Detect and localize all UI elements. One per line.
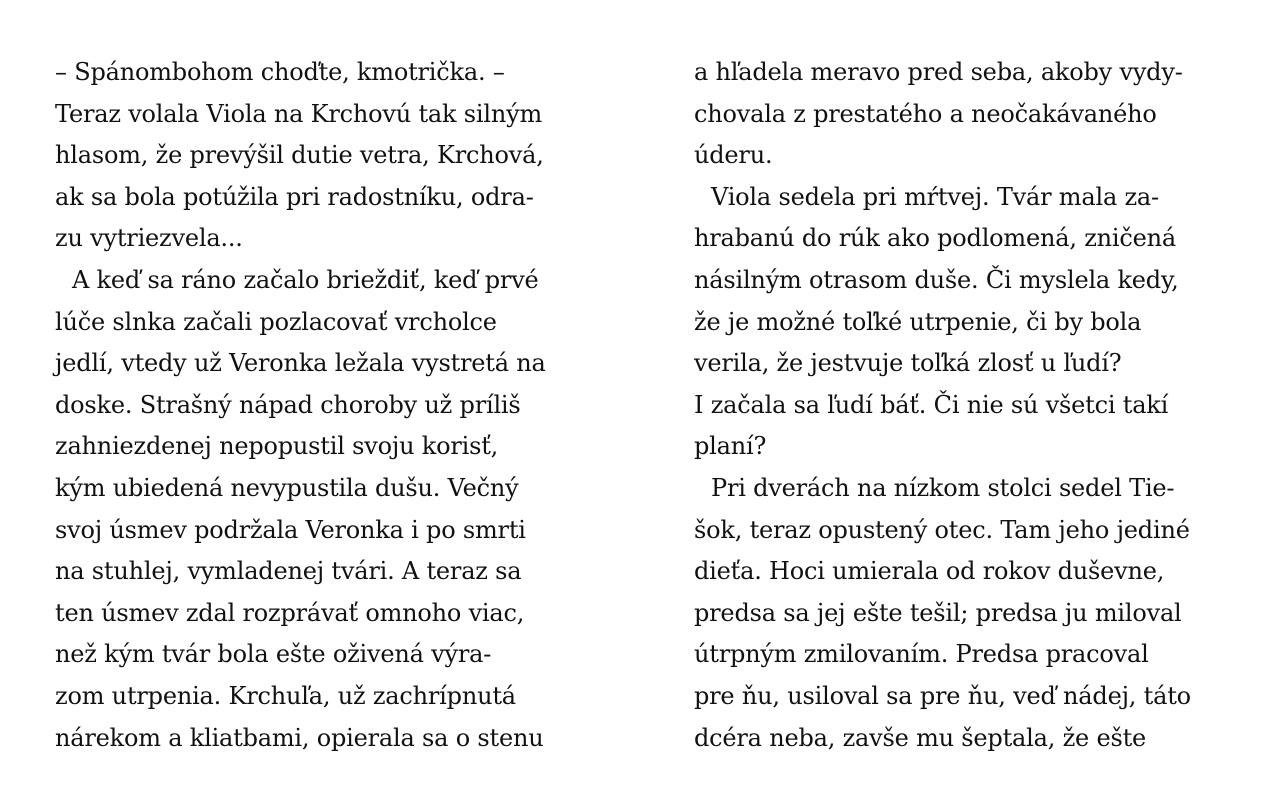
text-line: nárekom a kliatbami, opierala sa o stenu [55, 723, 544, 752]
text-line: šok, teraz opustený otec. Tam jeho jediné [694, 515, 1190, 544]
text-line: lúče slnka začali pozlacovať vrcholce [55, 307, 497, 336]
paragraph-start-line: A keď sa ráno začalo brieždiť, keď prvé [72, 265, 539, 294]
text-line: jedlí, vtedy už Veronka ležala vystretá na [55, 349, 546, 378]
text-line: svoj úsmev podržala Veronka i po smrti [55, 515, 526, 544]
text-line: útrpným zmilovaním. Predsa pracoval [694, 640, 1149, 669]
left-text-column [55, 52, 595, 759]
text-line: ak sa bola potúžila pri radostníku, odra- [55, 182, 534, 211]
text-line: zu vytriezvela... [55, 224, 243, 253]
text-line: hrabanú do rúk ako podlomená, zničená [694, 224, 1176, 253]
text-line: úderu. [694, 141, 773, 170]
text-line: I začala sa ľudí báť. Či nie sú všetci takí [694, 390, 1169, 419]
text-line: Teraz volala Viola na Krchovú tak silným [55, 99, 543, 128]
text-line: pre ňu, usiloval sa pre ňu, veď nádej, táto [694, 681, 1191, 710]
text-line: – Spánombohom choďte, kmotrička. – [55, 58, 505, 86]
text-line: zom utrpenia. Krchuľa, už zachrípnutá [55, 681, 516, 710]
text-line: ten úsmev zdal rozprávať omnoho viac, [55, 598, 525, 627]
text-line: dieťa. Hoci umierala od rokov duševne, [694, 557, 1165, 586]
text-line: kým ubiedená nevypustila dušu. Večný [55, 473, 519, 502]
text-line: že je možné toľké utrpenie, či by bola [694, 307, 1142, 336]
text-line: a hľadela meravo pred seba, akoby vydy- [694, 58, 1183, 86]
text-line: násilným otrasom duše. Či myslela kedy, [694, 265, 1179, 294]
right-text-column [694, 52, 1234, 759]
text-line: na stuhlej, vymladenej tvári. A teraz sa [55, 557, 522, 586]
text-line: hlasom, že prevýšil dutie vetra, Krchová, [55, 141, 544, 170]
text-line: zahniezdenej nepopustil svoju korisť, [55, 432, 499, 461]
text-line: verila, že jestvuje toľká zlosť u ľudí? [694, 349, 1122, 378]
text-line: doske. Strašný nápad choroby už príliš [55, 390, 521, 419]
paragraph-start-line: Viola sedela pri mŕtvej. Tvár mala za- [711, 182, 1159, 211]
text-line: chovala z prestatého a neočakávaného [694, 99, 1157, 128]
text-line: dcéra neba, zavše mu šeptala, že ešte [694, 723, 1147, 752]
paragraph-start-line: Pri dverách na nízkom stolci sedel Tie- [711, 473, 1175, 502]
text-line: planí? [694, 432, 767, 461]
text-line: predsa sa jej ešte tešil; predsa ju miloval [694, 598, 1182, 627]
text-line: než kým tvár bola ešte oživená výra- [55, 640, 492, 669]
